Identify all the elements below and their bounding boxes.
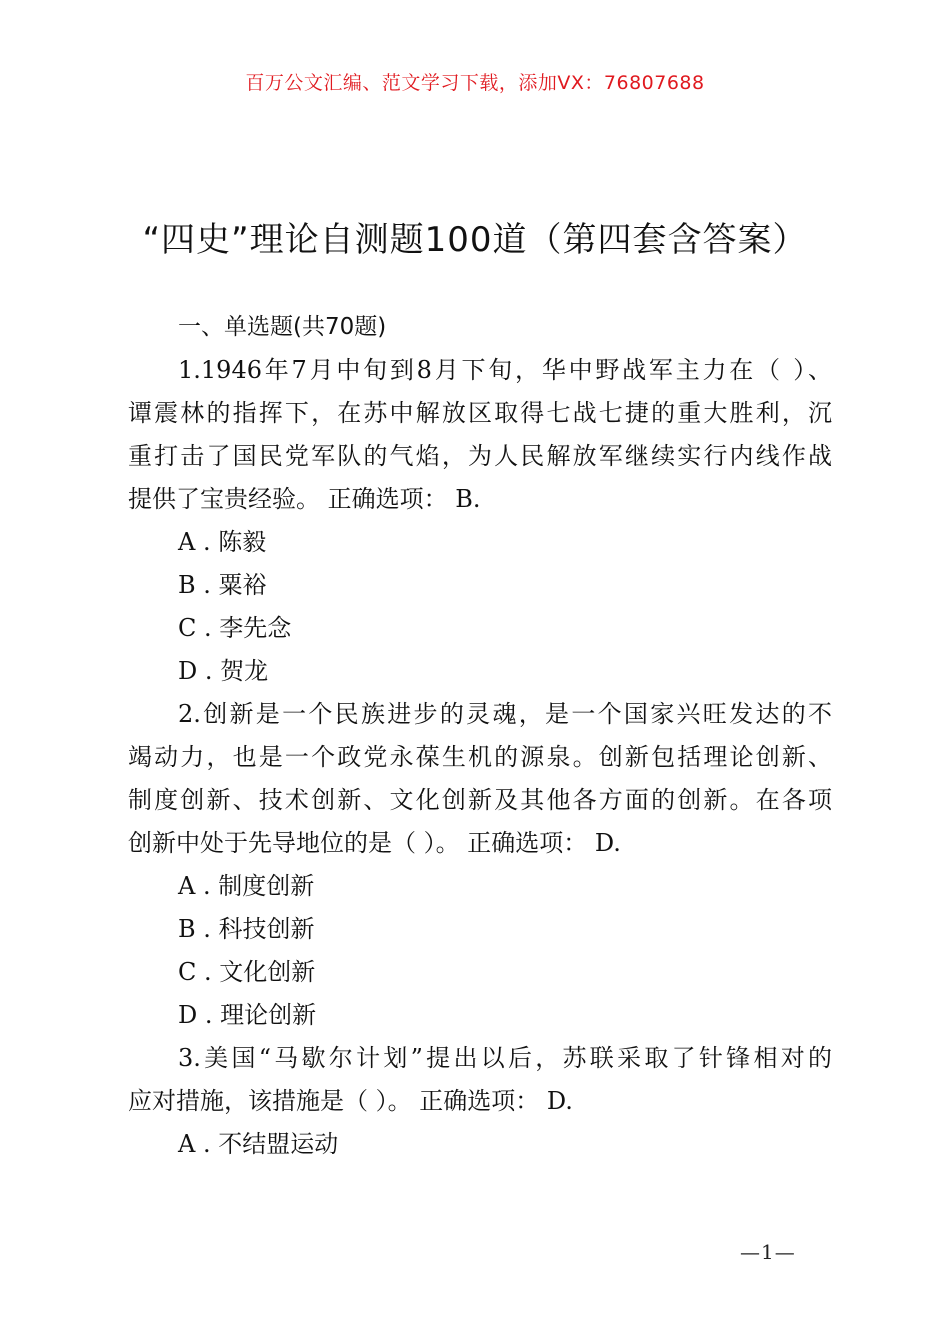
answer-option: B . 粟裕 (178, 571, 267, 599)
question-2 (128, 693, 832, 1037)
section-heading: 一、单选题(共70题) (178, 314, 387, 340)
answer-option: D . 理论创新 (178, 1001, 317, 1029)
answer-option: D . 贺龙 (178, 657, 269, 685)
question-text-line: 应对措施，该措施是（ ）。 正确选项： D. (128, 1087, 573, 1115)
page-title: “四史”理论自测题100道（第四套含答案） (142, 220, 808, 260)
question-text-line: 3.美国“马歇尔计划”提出以后，苏联采取了针锋相对的 (178, 1044, 832, 1072)
answer-option: C . 文化创新 (178, 958, 316, 986)
document-body (128, 306, 832, 1166)
answer-option: A . 陈毅 (178, 528, 267, 556)
question-text-line: 创新中处于先导地位的是（ ）。 正确选项： D. (128, 829, 621, 857)
question-text-line: 制度创新、技术创新、文化创新及其他各方面的创新。在各项 (128, 786, 832, 814)
question-text-line: 1.1946年7月中旬到8月下旬，华中野战军主力在（ ）、 (178, 356, 832, 384)
question-text-line: 2.创新是一个民族进步的灵魂，是一个国家兴旺发达的不 (178, 700, 832, 728)
page-number: —1— (740, 1240, 796, 1264)
question-3 (128, 1037, 832, 1166)
answer-option: A . 制度创新 (178, 872, 315, 900)
question-1 (128, 349, 832, 693)
answer-option: A . 不结盟运动 (178, 1130, 339, 1158)
answer-option: B . 科技创新 (178, 915, 315, 943)
answer-option: C . 李先念 (178, 614, 292, 642)
question-text-line: 竭动力，也是一个政党永葆生机的源泉。创新包括理论创新、 (128, 743, 832, 771)
question-text-line: 重打击了国民党军队的气焰，为人民解放军继续实行内线作战 (128, 442, 832, 470)
question-text-line: 提供了宝贵经验。 正确选项： B. (128, 485, 481, 513)
question-text-line: 谭震林的指挥下，在苏中解放区取得七战七捷的重大胜利，沉 (128, 399, 832, 427)
header-note: 百万公文汇编、范文学习下载，添加VX：76807688 (245, 72, 705, 94)
